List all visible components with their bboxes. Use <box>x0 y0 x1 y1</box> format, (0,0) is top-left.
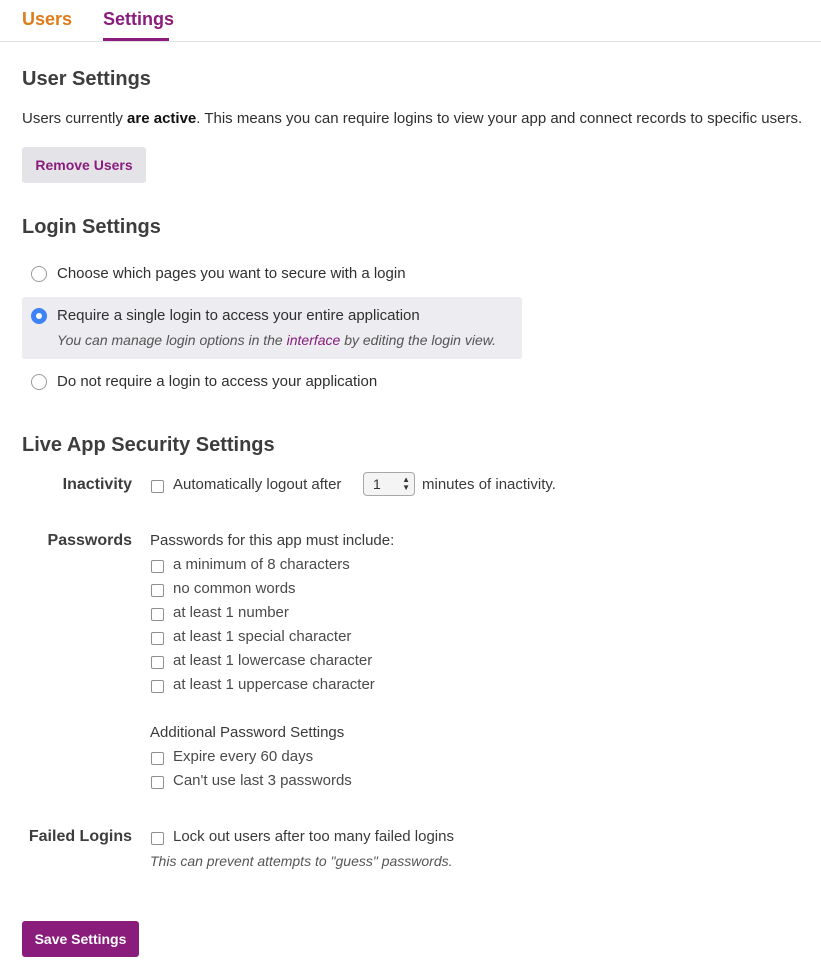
lockout-checkbox[interactable] <box>151 832 164 845</box>
active-tab-indicator <box>103 38 169 41</box>
password-rule-checkbox[interactable] <box>151 656 164 669</box>
password-rule-label: no common words <box>173 580 296 597</box>
users-status-prefix: Users currently <box>22 110 128 127</box>
save-settings-button[interactable]: Save Settings <box>22 921 139 957</box>
inactivity-suffix: minutes of inactivity. <box>422 476 556 493</box>
password-rule-label: at least 1 lowercase character <box>173 652 373 669</box>
tab-settings[interactable]: Settings <box>103 9 175 29</box>
radio-single-login[interactable] <box>31 308 47 324</box>
hint-prefix: You can manage login options in the <box>57 332 287 348</box>
inactivity-minutes-value: 1 <box>373 476 381 492</box>
inactivity-label: Inactivity <box>62 476 132 493</box>
stepper-arrows-icon[interactable]: ▲ ▼ <box>402 475 410 492</box>
security-settings-heading: Live App Security Settings <box>22 434 275 456</box>
radio-no-login[interactable] <box>31 374 47 390</box>
additional-password-heading: Additional Password Settings <box>150 724 345 741</box>
tab-bar <box>0 0 821 42</box>
password-rule-checkbox[interactable] <box>151 560 164 573</box>
users-status-text <box>22 110 802 127</box>
password-rule-label: at least 1 uppercase character <box>173 676 375 693</box>
lockout-note: This can prevent attempts to "guess" passwords. <box>150 853 453 869</box>
radio-pages[interactable] <box>31 266 47 282</box>
password-rule-label: a minimum of 8 characters <box>173 556 350 573</box>
password-rule-checkbox[interactable] <box>151 680 164 693</box>
lockout-checkbox-label: Lock out users after too many failed logins <box>173 828 454 845</box>
user-settings-heading: User Settings <box>22 68 151 90</box>
inactivity-checkbox[interactable] <box>151 480 164 493</box>
additional-setting-label: Expire every 60 days <box>173 748 314 765</box>
password-rule-checkbox[interactable] <box>151 584 164 597</box>
inactivity-minutes-stepper[interactable] <box>363 472 415 496</box>
login-option-pages-label: Choose which pages you want to secure with a login <box>57 265 406 282</box>
password-rule-checkbox[interactable] <box>151 632 164 645</box>
login-option-none-label: Do not require a login to access your application <box>57 373 378 390</box>
password-rule-checkbox[interactable] <box>151 608 164 621</box>
users-status-active: are active <box>127 110 197 127</box>
inactivity-checkbox-label: Automatically logout after <box>173 476 342 493</box>
login-option-single-label: Require a single login to access your entire application <box>57 307 420 324</box>
password-rule-label: at least 1 number <box>173 604 289 621</box>
login-option-hint <box>57 332 496 348</box>
additional-setting-checkbox[interactable] <box>151 752 164 765</box>
additional-setting-label: Can't use last 3 passwords <box>173 772 352 789</box>
users-status-suffix: . This means you can require logins to view your app and connect records to specific users. <box>196 110 803 127</box>
interface-link[interactable]: interface <box>286 332 341 348</box>
failed-logins-label: Failed Logins <box>28 828 132 845</box>
login-settings-heading: Login Settings <box>22 216 161 238</box>
passwords-label: Passwords <box>47 532 132 549</box>
hint-suffix: by editing the login view. <box>340 332 496 348</box>
password-rule-label: at least 1 special character <box>173 628 352 645</box>
additional-setting-checkbox[interactable] <box>151 776 164 789</box>
remove-users-button[interactable]: Remove Users <box>22 147 146 183</box>
password-rules-intro: Passwords for this app must include: <box>150 532 395 549</box>
tab-users[interactable]: Users <box>22 9 73 29</box>
